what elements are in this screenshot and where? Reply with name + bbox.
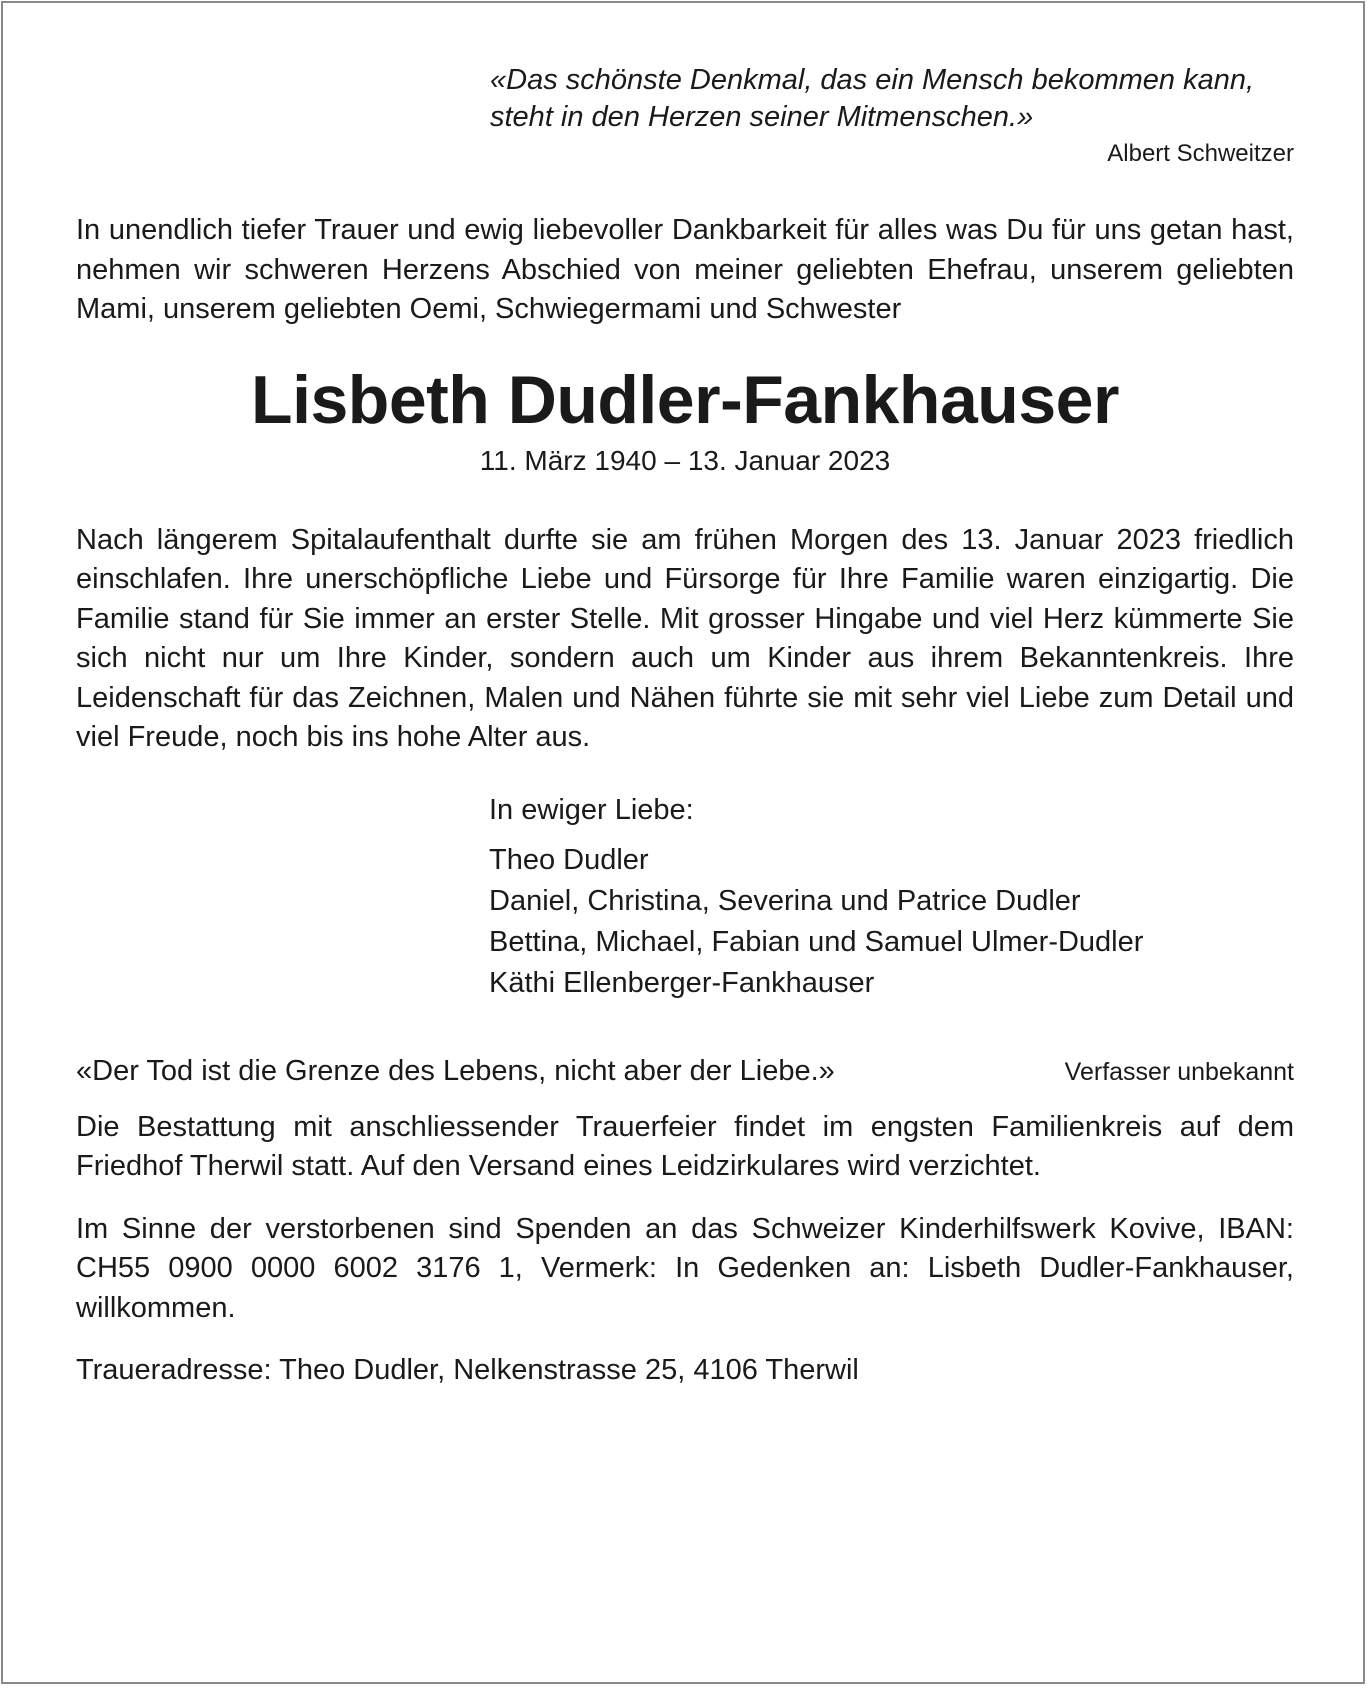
mourner-name: Theo Dudler	[489, 843, 649, 876]
mourner-name: Bettina, Michael, Fabian und Samuel Ulmer-Dudler	[489, 925, 1144, 958]
closing-quote-author: Verfasser unbekannt	[1064, 1057, 1294, 1086]
donation-info: Im Sinne der verstorbenen sind Spenden an das Schweizer Kinderhilfswerk Kovive, IBAN: CH55 0900 0000 6002 3176 1, Vermerk: In Gedenken an: Lisbeth Dudler-Fankhauser, willkommen.	[76, 1212, 1294, 1324]
intro-paragraph: In unendlich tiefer Trauer und ewig liebevoller Dankbarkeit für alles was Du für uns getan hast, nehmen wir schweren Herzens Abschied von meiner geliebten Ehefrau, unserem geliebten Mami, unserem geliebten Oemi, Schwiegermami und Schwester	[76, 214, 1294, 325]
deceased-name: Lisbeth Dudler-Fankhauser	[251, 361, 1119, 438]
tribute-paragraph: Nach längerem Spitalaufenthalt durfte sie am frühen Morgen des 13. Januar 2023 friedlich einschlafen. Ihre unerschöpfliche Liebe und Fürsorge für Ihre Familie waren einzigartig. Die Familie stand für Sie immer an erster Stelle. Mit grosser Hingabe und viel Herz kümmerte Sie sich nicht nur um Ihre Kinder, sondern auch um Kinder aus ihrem Bekanntenkreis. Ihre Leidenschaft für das Zeichnen, Malen und Nähen führte sie mit sehr viel Liebe zum Detail und viel Freude, noch bis ins hohe Alter aus.	[76, 523, 1294, 753]
life-dates: 11. März 1940 – 13. Januar 2023	[479, 444, 891, 476]
mourner-name: Käthi Ellenberger-Fankhauser	[489, 966, 875, 999]
mourners-heading: In ewiger Liebe:	[489, 793, 694, 826]
mourners-block	[489, 790, 1294, 1004]
motto-author: Albert Schweitzer	[1107, 140, 1294, 167]
motto-quote	[490, 62, 1294, 136]
obituary-notice	[76, 62, 1294, 1391]
closing-quote	[76, 1052, 1294, 1092]
closing-quote-text: «Der Tod ist die Grenze des Lebens, nicht aber der Liebe.»	[76, 1054, 835, 1087]
mourning-address: Traueradresse: Theo Dudler, Nelkenstrasse 25, 4106 Therwil	[76, 1354, 859, 1386]
motto-text: «Das schönste Denkmal, das ein Mensch bekommen kann, steht in den Herzen seiner Mitmenschen.»	[490, 64, 1255, 133]
mourner-name: Daniel, Christina, Severina und Patrice Dudler	[489, 884, 1081, 917]
funeral-info: Die Bestattung mit anschliessender Trauerfeier findet im engsten Familienkreis auf dem Friedhof Therwil statt. Auf den Versand eines Leidzirkulares wird verzichtet.	[76, 1110, 1294, 1182]
